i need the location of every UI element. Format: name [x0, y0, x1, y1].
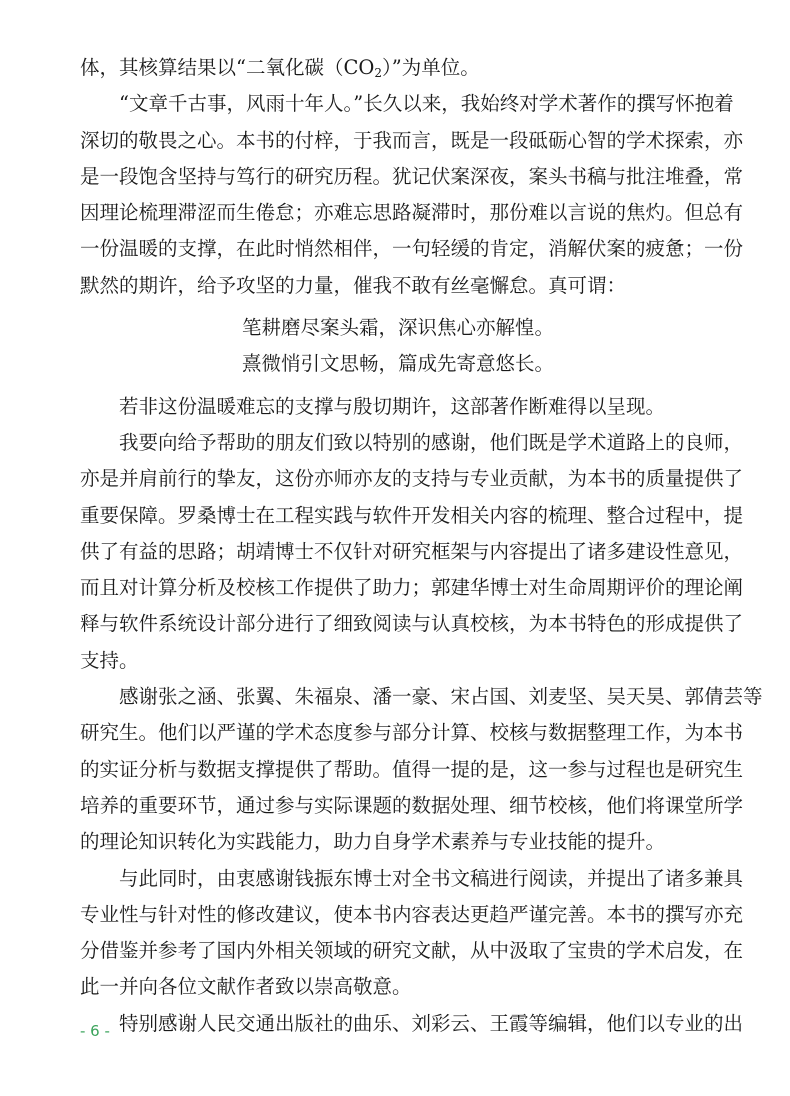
text-line: 与此同时，由衷感谢钱振东博士对全书文稿进行阅读，并提出了诸多兼具: [119, 866, 744, 890]
text-line: 专业性与针对性的修改建议，使本书内容表达更趋严谨完善。本书的撰写亦充: [80, 902, 744, 926]
text-line: 释与软件系统设计部分进行了细致阅读与认真校核，为本书特色的形成提供了: [80, 612, 744, 636]
text-line: 支持。: [80, 648, 139, 672]
poem-line: 熹微悄引文思畅，篇成先寄意悠长。: [241, 352, 554, 376]
text-line: [80, 50, 716, 86]
text-line: 深切的敬畏之心。本书的付梓，于我而言，既是一段砥砺心智的学术探索，亦: [80, 128, 744, 152]
text-line: 因理论梳理滞涩而生倦怠；亦难忘思路凝滞时，那份难以言说的焦灼。但总有: [80, 201, 744, 225]
text-line: 重要保障。罗桑博士在工程实践与软件开发相关内容的梳理、整合过程中，提: [80, 503, 744, 527]
text-line: 感谢张之涵、张翼、朱福泉、潘一豪、宋占国、刘麦坚、吴天昊、郭倩芸等: [119, 685, 763, 709]
text-line: 而且对计算分析及校核工作提供了助力；郭建华博士对生命周期评价的理论阐: [80, 576, 744, 600]
text-line: 研究生。他们以严谨的学术态度参与部分计算、校核与数据整理工作，为本书: [80, 721, 744, 745]
text-line: “文章千古事，风雨十年人。”长久以来，我始终对学术著作的撰写怀抱着: [119, 92, 734, 116]
document-body: [80, 50, 763, 1042]
text-line: 的理论知识转化为实践能力，助力自身学术素养与专业技能的提升。: [80, 830, 666, 854]
text-segment: ）”为单位。: [382, 56, 480, 79]
text-line: 的实证分析与数据支撑提供了帮助。值得一提的是，这一参与过程也是研究生: [80, 757, 744, 781]
poem-line: 笔耕磨尽案头霜，深识焦心亦解惶。: [241, 316, 554, 340]
text-segment: 体，其核算结果以“二氧化碳（CO: [80, 56, 375, 79]
text-line: 是一段饱含坚持与笃行的研究历程。犹记伏案深夜，案头书稿与批注堆叠，常: [80, 164, 744, 188]
text-line: 培养的重要环节，通过参与实际课题的数据处理、细节校核，他们将课堂所学: [80, 793, 744, 817]
text-line: 供了有益的思路；胡靖博士不仅针对研究框架与内容提出了诸多建设性意见，: [80, 539, 744, 563]
text-line: 分借鉴并参考了国内外相关领域的研究文献，从中汲取了宝贵的学术启发，在: [80, 939, 744, 963]
text-line: 一份温暖的支撑，在此时悄然相伴，一句轻缓的肯定，消解伏案的疲惫；一份: [80, 237, 744, 261]
text-line: 若非这份温暖难忘的支撑与殷切期许，这部著作断难得以呈现。: [119, 394, 666, 418]
text-line: 亦是并肩前行的挚友，这份亦师亦友的支持与专业贡献，为本书的质量提供了: [80, 467, 744, 491]
page-number: - 6 -: [80, 1022, 110, 1040]
text-line: 特别感谢人民交通出版社的曲乐、刘彩云、王霞等编辑，他们以专业的出: [119, 1011, 744, 1035]
subscript: 2: [374, 66, 383, 80]
text-line: 此一并向各位文献作者致以崇高敬意。: [80, 975, 412, 999]
text-line: 默然的期许，给予攻坚的力量，催我不敢有丝毫懈怠。真可谓：: [80, 273, 627, 297]
text-line: 我要向给予帮助的朋友们致以特别的感谢，他们既是学术道路上的良师，: [119, 430, 744, 454]
